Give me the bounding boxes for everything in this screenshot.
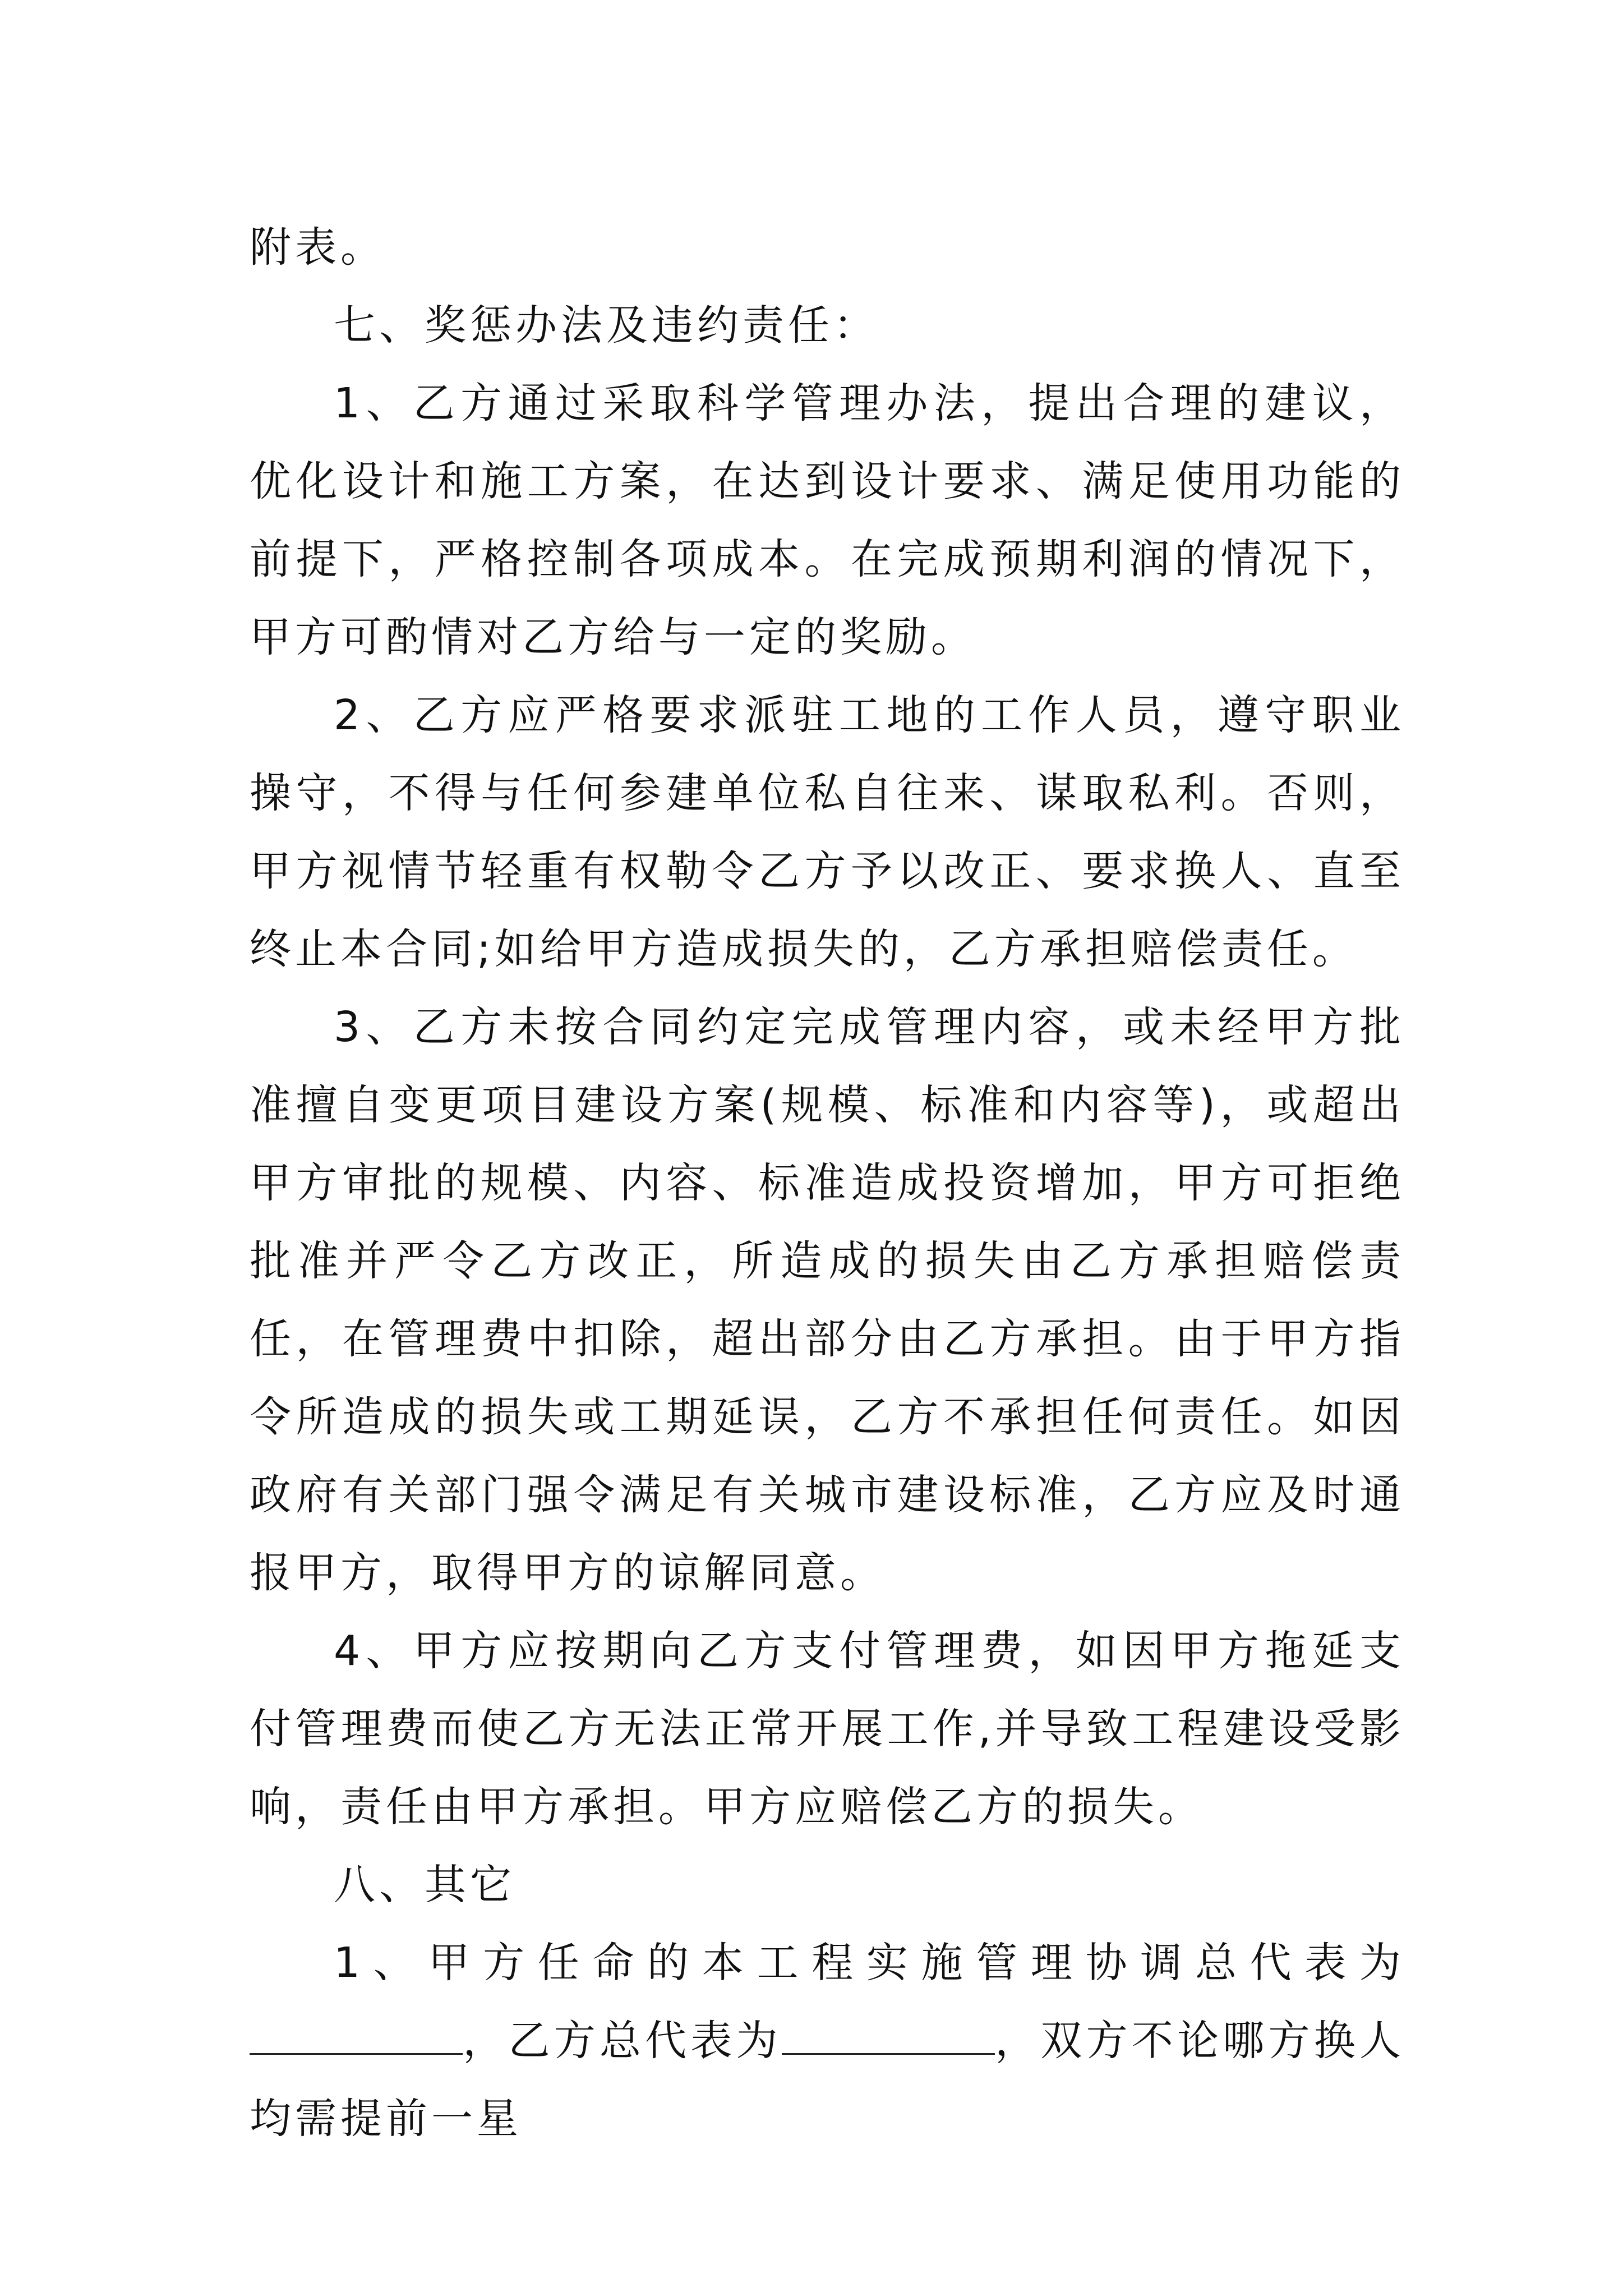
representatives-text-part2: ，乙方总代表为 [463,2017,782,2065]
blank-line-party-a-representative [250,2022,463,2055]
document-body [250,209,1405,2158]
paragraph-representatives [250,1924,1405,2158]
representatives-text-part1: 1、甲方任命的本工程实施管理协调总代表为 [334,1939,1405,1987]
representatives-text-part3: ，双方不论哪方换人均需提前一星 [250,2017,1405,2143]
paragraph-appendix: 附表。 [250,223,386,272]
blank-line-party-b-representative [782,2022,995,2055]
section-heading-other: 八、其它 [334,1861,515,1909]
paragraph-clause-4: 4、甲方应按期向乙方支付管理费，如因甲方拖延支付管理费而使乙方无法正常开展工作,并导致工程建设受影响，责任由甲方承担。甲方应赔偿乙方的损失。 [250,1627,1405,1831]
paragraph-clause-3: 3、乙方未按合同约定完成管理内容，或未经甲方批准擅自变更项目建设方案(规模、标准和内容等)，或超出甲方审批的规模、内容、标准造成投资增加，甲方可拒绝批准并严令乙方改正，所造成的损失由乙方承担赔偿责任，在管理费中扣除，超出部分由乙方承担。由于甲方指令所造成的损失或工期延误，乙方不承担任何责任。如因政府有关部门强令满足有关城市建设标准，乙方应及时通报甲方，取得甲方的谅解同意。 [250,1003,1405,1597]
paragraph-clause-2: 2、乙方应严格要求派驻工地的工作人员，遵守职业操守，不得与任何参建单位私自往来、谋取私利。否则，甲方视情节轻重有权勒令乙方予以改正、要求换人、直至终止本合同;如给甲方造成损失的，乙方承担赔偿责任。 [250,691,1405,973]
paragraph-clause-1: 1、乙方通过采取科学管理办法，提出合理的建议，优化设计和施工方案，在达到设计要求、满足使用功能的前提下，严格控制各项成本。在完成预期利润的情况下，甲方可酌情对乙方给与一定的奖励。 [250,379,1405,661]
section-heading-rewards-penalties: 七、奖惩办法及违约责任： [334,301,879,349]
